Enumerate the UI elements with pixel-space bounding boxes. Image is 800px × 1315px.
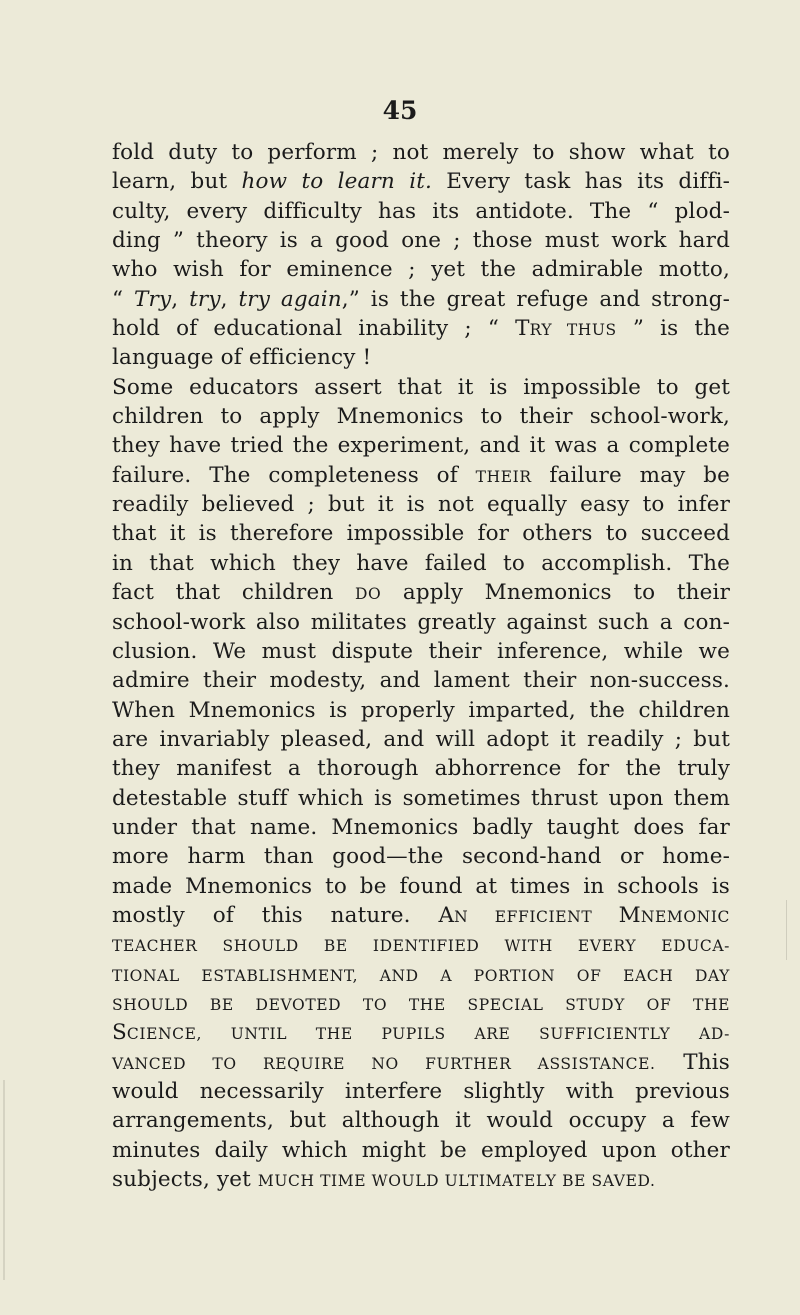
text-run: ” is the <box>616 316 731 342</box>
text-run: failure. The completeness of <box>112 462 476 488</box>
text-run: clusion. We must dispute their inference, while we <box>112 638 730 664</box>
small-caps-run: VANCED TO REQUIRE NO FURTHER ASSISTANCE. <box>112 1054 656 1073</box>
small-caps-run: SHOULD BE DEVOTED TO THE SPECIAL STUDY OF THE <box>112 995 730 1014</box>
text-run: This <box>655 1049 730 1075</box>
italic-run: try <box>189 286 221 312</box>
text-run: learn, but <box>112 169 242 195</box>
text-run: S <box>112 1020 127 1046</box>
text-line <box>112 637 730 666</box>
text-run: failure may be <box>531 462 730 488</box>
text-run: ding ” theory is a good one ; those must work hard <box>112 228 730 254</box>
text-line <box>112 226 730 255</box>
text-line <box>112 901 730 930</box>
scan-edge-line <box>3 1080 5 1280</box>
text-line <box>112 578 730 607</box>
text-line <box>112 461 730 490</box>
text-run: mostly of this nature. A <box>112 902 455 928</box>
small-caps-run: N EFFICIENT <box>454 907 619 926</box>
small-caps-run: THEIR <box>475 467 532 486</box>
text-run: arrangements, but although it would occupy a few <box>112 1108 730 1134</box>
text-line <box>112 490 730 519</box>
text-line <box>112 255 730 284</box>
text-line <box>112 960 730 989</box>
text-run: in that which they have failed to accomplish. The <box>112 550 730 576</box>
text-line <box>112 1048 730 1077</box>
text-line <box>112 754 730 783</box>
text-line <box>112 842 730 871</box>
small-caps-run: TIONAL ESTABLISHMENT, AND A PORTION OF EACH DAY <box>112 966 730 985</box>
text-line <box>112 197 730 226</box>
text-line <box>112 666 730 695</box>
text-run: ,” is the great refuge and strong- <box>341 286 730 312</box>
scan-margin-mark <box>786 900 787 960</box>
text-run: school-work also militates greatly against such a con- <box>112 609 730 635</box>
text-line <box>112 314 730 343</box>
text-run: they manifest a thorough abhorrence for the truly <box>112 756 730 782</box>
text-run: “ <box>112 286 135 312</box>
text-line <box>112 519 730 548</box>
text-run: they have tried the experiment, and it was a complete <box>112 433 730 459</box>
text-line <box>112 1136 730 1165</box>
small-caps-run: RY THUS <box>529 321 617 340</box>
text-line <box>112 402 730 431</box>
text-run: When Mnemonics is properly imparted, the children <box>112 697 730 723</box>
text-run: Some educators assert that it is impossible to get <box>112 374 730 400</box>
text-run: fold duty to perform ; not merely to show what to <box>112 140 730 165</box>
text-line <box>112 431 730 460</box>
text-line <box>112 1165 730 1194</box>
text-line <box>112 167 730 196</box>
italic-run: Try <box>134 286 172 312</box>
italic-run: how to learn it. <box>241 169 433 195</box>
text-run: language of efficiency ! <box>112 345 372 371</box>
text-run: , <box>171 286 190 312</box>
text-run: detestable stuff which is sometimes thrust upon them <box>112 785 730 811</box>
text-run: minutes daily which might be employed upon other <box>112 1137 730 1163</box>
text-run: children to apply Mnemonics to their school-work, <box>112 404 730 430</box>
text-line <box>112 373 730 402</box>
text-run: more harm than good—the second-hand or home- <box>112 844 730 870</box>
text-line <box>112 725 730 754</box>
text-run: Every task has its diffi- <box>432 169 731 195</box>
text-run: under that name. Mnemonics badly taught does far <box>112 814 730 840</box>
text-line <box>112 549 730 578</box>
text-run: , <box>220 286 239 312</box>
text-run: would necessarily interfere slightly with previous <box>112 1079 730 1104</box>
small-caps-run: DO <box>354 585 382 604</box>
text-line <box>112 343 730 372</box>
text-line <box>112 138 730 167</box>
text-line <box>112 1018 730 1047</box>
small-caps-run: NEMONIC <box>640 907 731 926</box>
text-run: culty, every difficulty has its antidote. The “ plod- <box>112 198 730 224</box>
text-run: M <box>618 902 641 928</box>
text-run: fact that children <box>112 580 355 606</box>
small-caps-run: CIENCE, UNTIL THE PUPILS ARE SUFFICIENTLY AD- <box>126 1025 730 1044</box>
text-run: admire their modesty, and lament their non-success. <box>112 668 730 694</box>
text-run: who wish for eminence ; yet the admirable motto, <box>112 257 730 283</box>
text-line <box>112 813 730 842</box>
small-caps-run: MUCH TIME WOULD ULTIMATELY BE SAVED. <box>257 1172 656 1191</box>
body-text <box>112 138 730 1194</box>
text-line <box>112 872 730 901</box>
text-line <box>112 608 730 637</box>
text-line <box>112 285 730 314</box>
text-run: made Mnemonics to be found at times in schools is <box>112 873 730 899</box>
text-run: are invariably pleased, and will adopt it readily ; but <box>112 726 730 752</box>
italic-run: try again <box>238 286 342 312</box>
text-line <box>112 784 730 813</box>
text-run: hold of educational inability ; “ T <box>112 316 530 342</box>
small-caps-run: TEACHER SHOULD BE IDENTIFIED WITH EVERY EDUCA- <box>112 937 730 956</box>
text-line <box>112 696 730 725</box>
text-line <box>112 1077 730 1106</box>
text-run: that it is therefore impossible for others to succeed <box>112 521 730 547</box>
text-run: readily believed ; but it is not equally easy to infer <box>112 492 730 518</box>
text-run: apply Mnemonics to their <box>381 580 730 606</box>
page-number: 45 <box>382 96 418 125</box>
text-line <box>112 1106 730 1135</box>
text-run: subjects, yet <box>112 1167 258 1193</box>
text-line <box>112 930 730 959</box>
text-line <box>112 989 730 1018</box>
